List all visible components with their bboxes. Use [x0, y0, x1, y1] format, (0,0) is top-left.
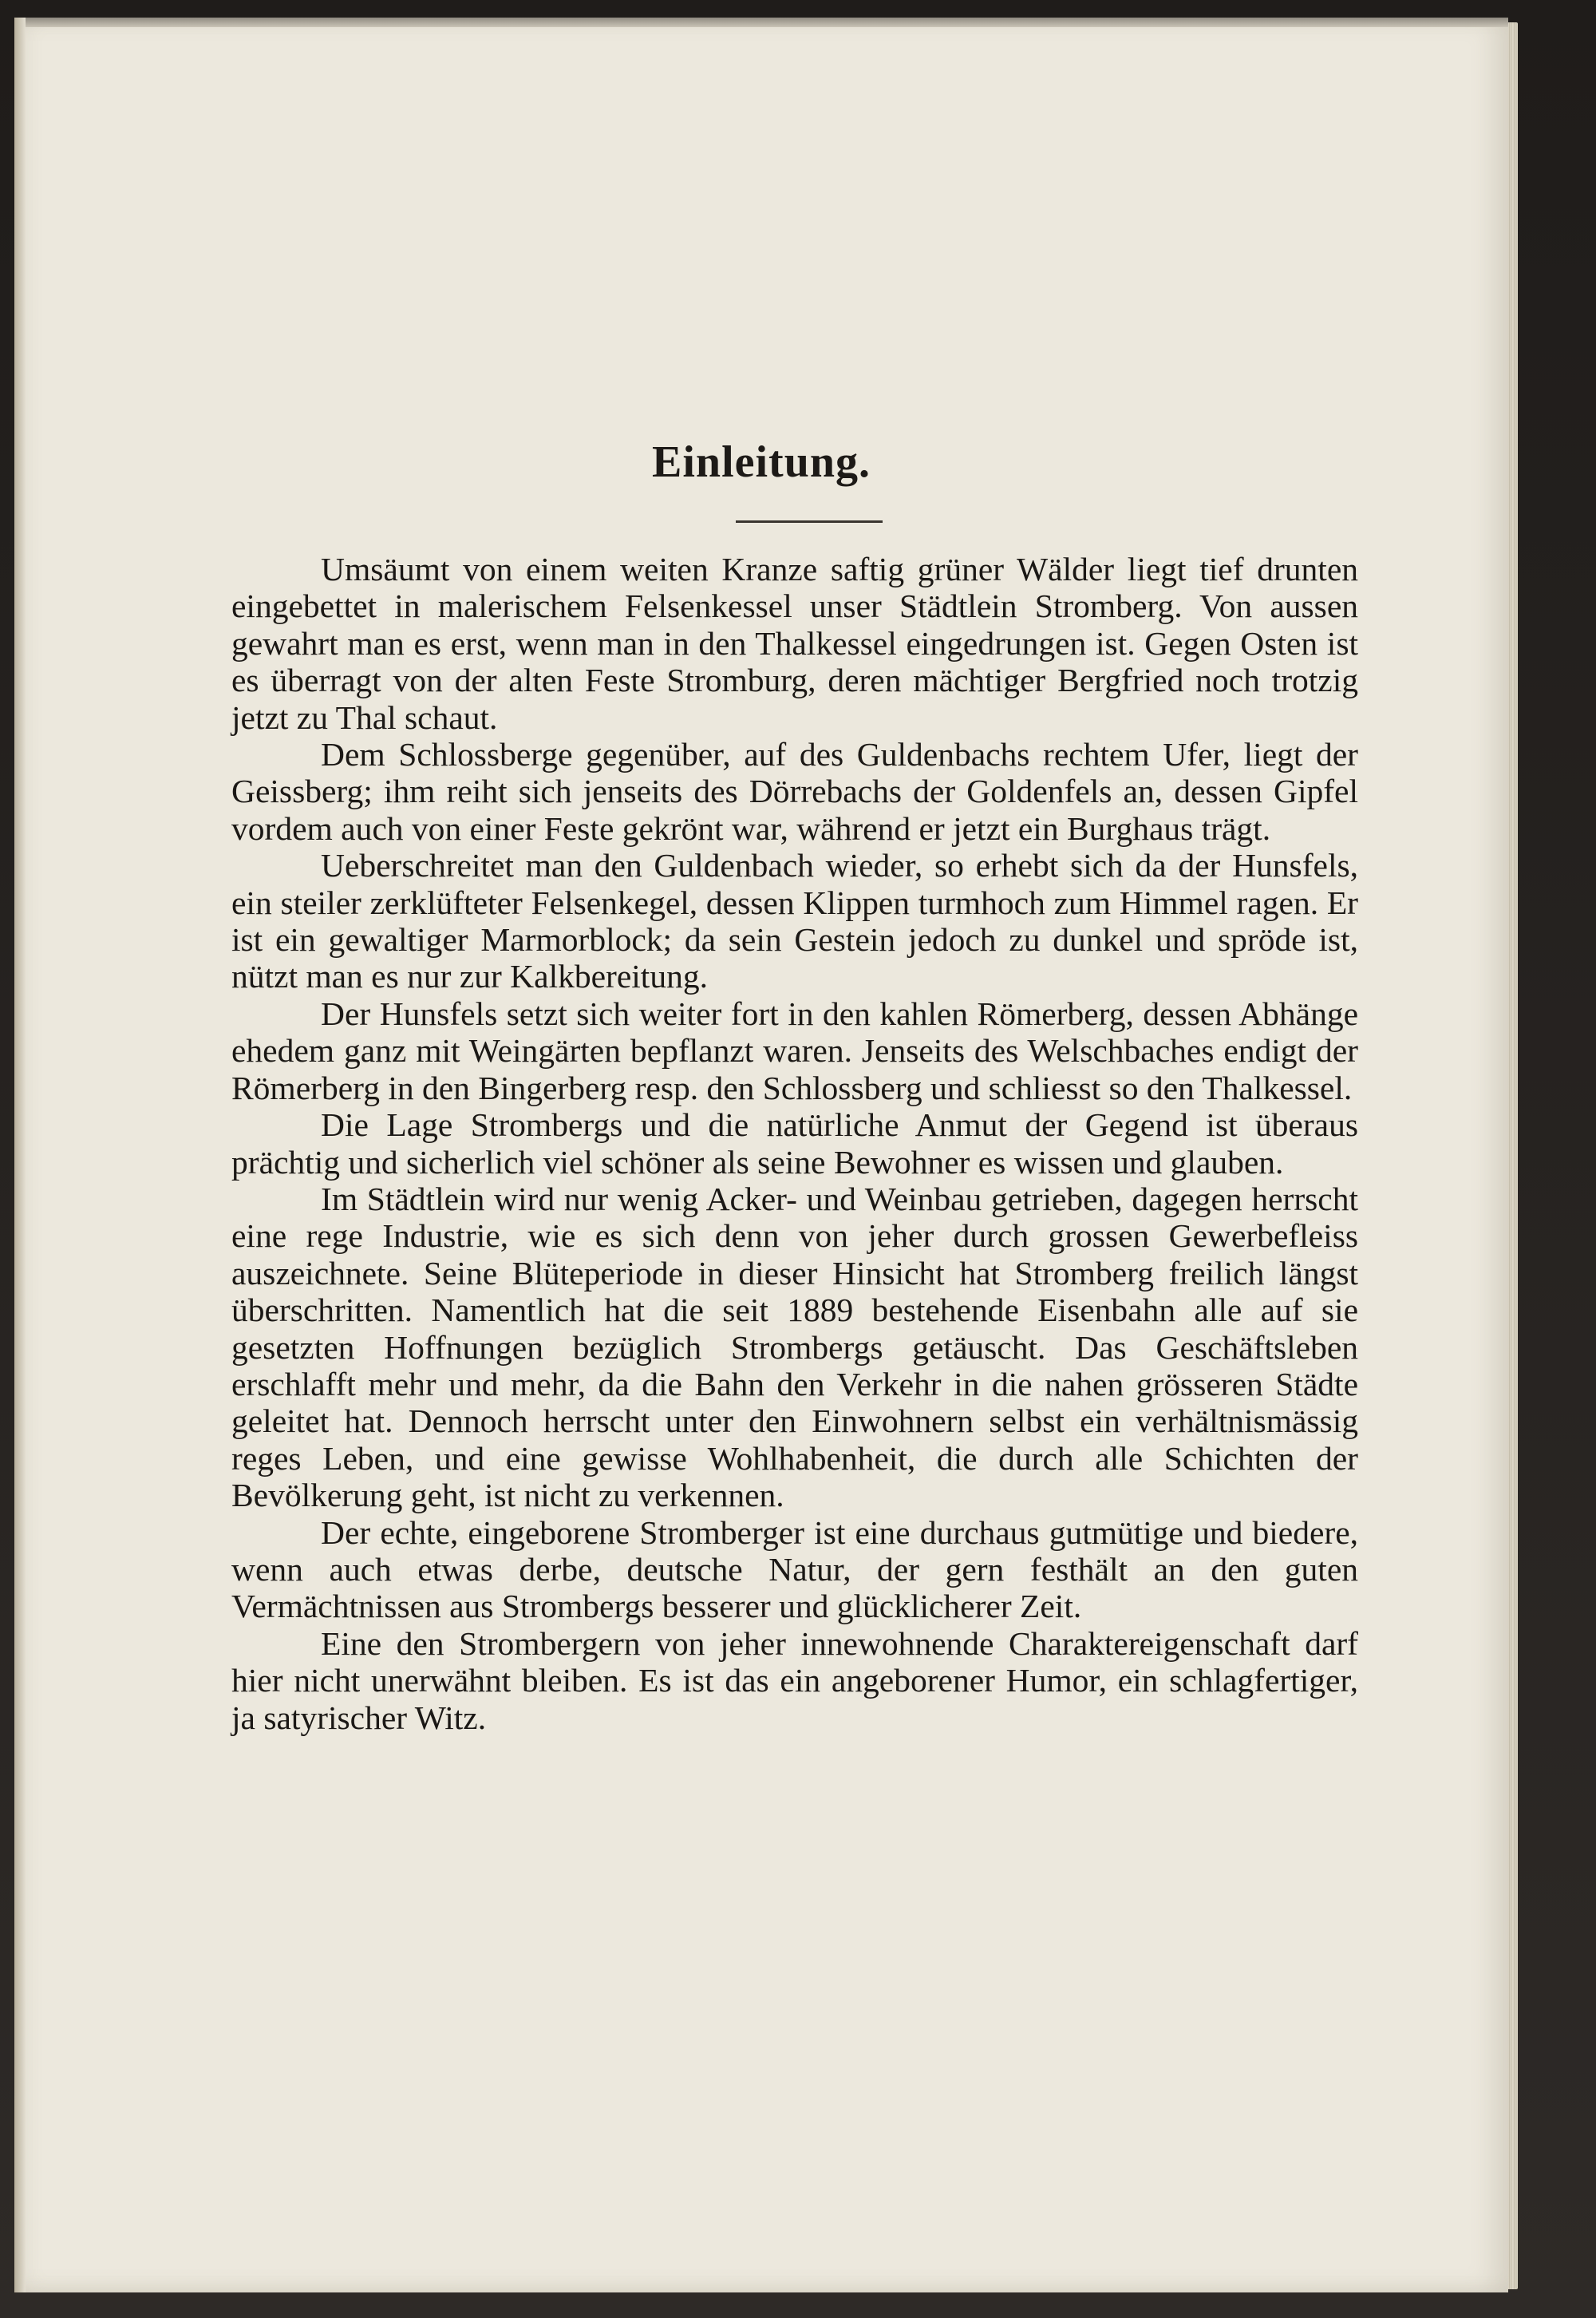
- paragraph: Ueberschreitet man den Guldenbach wieder, so erhebt sich da der Hunsfels, ein steiler zerklüfteter Felsenkegel, dessen Klippen turmhoch zum Himmel ragen. Er ist ein gewaltiger Marmorblock; da sein Gestein jedoch zu dunkel und spröde ist, nützt man es nur zur Kalkbereitung.: [231, 847, 1358, 995]
- paragraph: Im Städtlein wird nur wenig Acker- und Weinbau getrieben, dagegen herrscht eine rege Industrie, wie es sich denn von jeher durch grossen Gewerbefleiss auszeichnete. Seine Blüteperiode in dieser Hinsicht hat Stromberg freilich längst überschritten. Namentlich hat die seit 1889 bestehende Eisenbahn alle auf sie gesetzten Hoffnungen bezüglich Strombergs getäuscht. Das Geschäftsleben erschlafft mehr und mehr, da die Bahn den Verkehr in die nahen grösseren Städte geleitet hat. Dennoch herrscht unter den Einwohnern selbst ein verhältnismässig reges Leben, und eine gewisse Wohlhabenheit, die durch alle Schichten der Bevölkerung geht, ist nicht zu verkennen.: [231, 1180, 1358, 1514]
- book-page: [14, 18, 1508, 2292]
- reverse-page-bleed-through: [230, 209, 1363, 247]
- title-rule: [736, 520, 883, 523]
- chapter-title: Einleitung.: [652, 437, 871, 487]
- page-top-edge: [14, 18, 1508, 27]
- paragraph: Der echte, eingeborene Stromberger ist eine durchaus gutmütige und biedere, wenn auch etwas derbe, deutsche Natur, der gern festhält an den guten Vermächtnissen aus Strombergs besserer und glücklicherer Zeit.: [231, 1513, 1358, 1625]
- paragraph: Dem Schlossberge gegenüber, auf des Guldenbachs rechtem Ufer, liegt der Geissberg; ihm reiht sich jenseits des Dörrebachs der Goldenfels an, dessen Gipfel vordem auch von einer Feste gekrönt war, während er jetzt ein Burghaus trägt.: [231, 736, 1358, 847]
- paragraph: Eine den Strombergern von jeher innewohnende Charaktereigenschaft darf hier nicht unerwähnt bleiben. Es ist das ein angeborener Humor, ein schlagfertiger, ja satyrischer Witz.: [231, 1624, 1358, 1736]
- body-text: [231, 551, 1358, 1736]
- page-binding-edge: [14, 18, 26, 2292]
- paragraph: Der Hunsfels setzt sich weiter fort in den kahlen Römerberg, dessen Abhänge ehedem ganz mit Weingärten bepflanzt waren. Jenseits des Welschbaches endigt der Römerberg in den Bingerberg resp. den Schlossberg und schliesst so den Thalkessel.: [231, 995, 1358, 1106]
- paragraph: Umsäumt von einem weiten Kranze saftig grüner Wälder liegt tief drunten eingebettet in malerischem Felsenkessel unser Städtlein Stromberg. Von aussen gewahrt man es erst, wenn man in den Thalkessel eingedrungen ist. Gegen Osten ist es überragt von der alten Feste Stromburg, deren mächtiger Bergfried noch trotzig jetzt zu Thal schaut.: [231, 551, 1358, 736]
- paragraph: Die Lage Strombergs und die natürliche Anmut der Gegend ist überaus prächtig und sicherlich viel schöner als seine Bewohner es wissen und glauben.: [231, 1106, 1358, 1181]
